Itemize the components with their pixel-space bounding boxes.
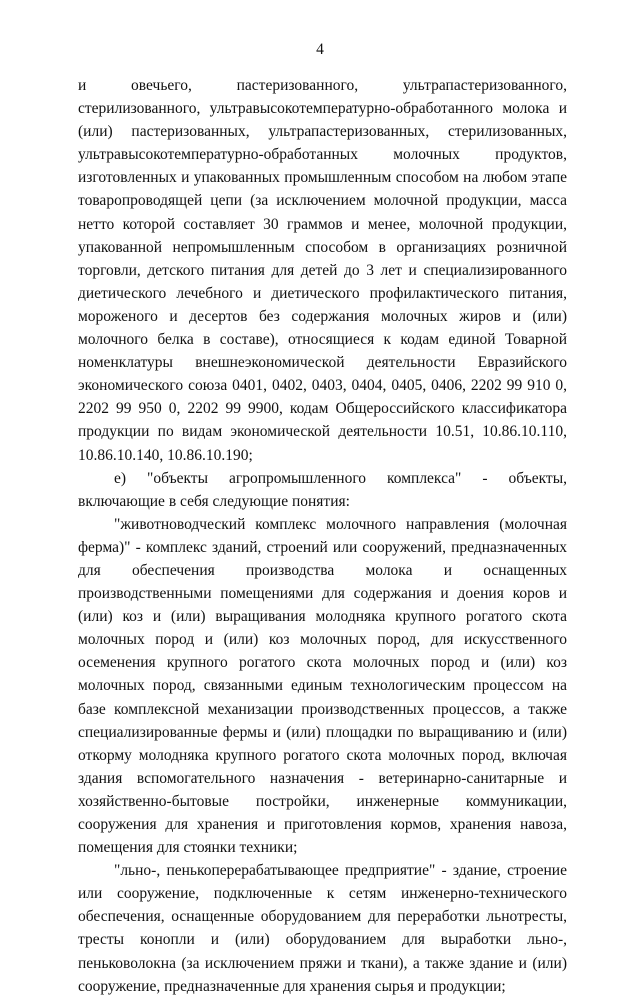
paragraph-dairy-farm: "животноводческий комплекс молочного направления (молочная ферма)" - комплекс зданий, строений или сооружений, предназначенных для обеспечения производства молока и оснащенных производственными помещениями для содержания и доения коров и (или) коз и (или) выращивания молодняка крупного рогатого скота молочных пород и (или) коз молочных пород, для искусственного осеменения крупного рогатого скота молочных пород и (или) коз молочных пород, связанными единым технологическим процессом на базе комплексной механизации производственных процессов, а также специализированные фермы и (или) площадки по выращиванию и (или) откорму молодняка крупного рогатого скота молочных пород, включая здания вспомогательного назначения - ветеринарно-санитарные и хозяйственно-бытовые постройки, инженерные коммуникации, сооружения для хранения и приготовления кормов, хранения навоза, помещения для стоянки техники; <box>78 515 567 857</box>
document-body <box>78 74 567 998</box>
page-number: 4 <box>316 41 324 58</box>
paragraph-dairy-products: и овечьего, пастеризованного, ультрапастеризованного, стерилизованного, ультравысокотемпературно-обработанного молока и (или) пастеризованных, ультрапастеризованных, стерилизованных, ультравысокотемпературно-обработанных молочных продуктов, изготовленных и упакованных промышленным способом на любом этапе товаропроводящей цепи (за исключением молочной продукции, масса нетто которой составляет 30 граммов и менее, молочной продукции, упакованной непромышленным способом в организациях розничной торговли, детского питания для детей до 3 лет и специализированного диетического лечебного и диетического профилактического питания, мороженого и десертов без содержания молочных жиров и (или) молочного белка в составе), относящиеся к кодам единой Товарной номенклатуры внешнеэкономической деятельности Евразийского экономического союза 0401, 0402, 0403, 0404, 0405, 0406, 2202 99 910 0, 2202 99 950 0, 2202 99 9900, кодам Общероссийского классификатора продукции по видам экономической деятельности 10.51, 10.86.10.110, 10.86.10.140, 10.86.10.190; <box>78 77 567 464</box>
paragraph-flax-hemp-enterprise: "льно-, пенькоперерабатывающее предприятие" - здание, строение или сооружение, подключенные к сетям инженерно-технического обеспечения, оснащенные оборудованием для переработки льнотресты, тресты конопли и (или) оборудованием для выработки льно-, пеньковолокна (за исключением пряжи и ткани), а также здание и (или) сооружение, предназначенные для хранения сырья и продукции; <box>78 862 567 995</box>
paragraph-agro-objects: е) "объекты агропромышленного комплекса" - объекты, включающие в себя следующие понятия: <box>78 469 567 510</box>
